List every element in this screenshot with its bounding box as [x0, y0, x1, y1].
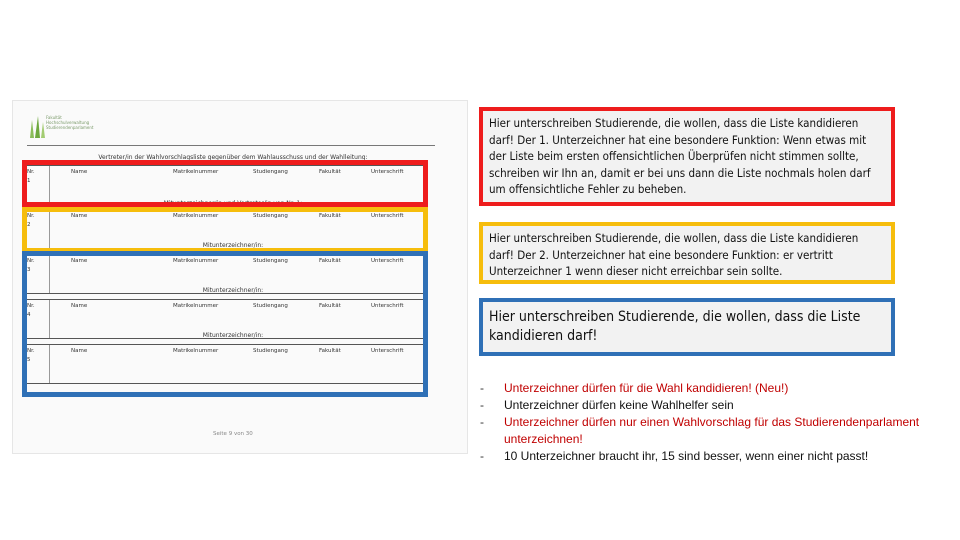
col-name: Name	[71, 169, 88, 175]
col-nr: Nr.	[27, 348, 35, 354]
col-matrikelnummer: Matrikelnummer	[173, 303, 219, 309]
bullet-dash: -	[480, 381, 484, 395]
col-unterschrift: Unterschrift	[371, 213, 404, 219]
col-studiengang: Studiengang	[253, 213, 288, 219]
col-unterschrift: Unterschrift	[371, 169, 404, 175]
highlight-frame-yellow	[22, 207, 428, 253]
bullet-dash: -	[480, 398, 484, 412]
rules-list	[478, 380, 958, 465]
logo-text: Fakultät Hochschulverwaltung Studierendenparlament	[46, 115, 94, 130]
col-studiengang: Studiengang	[253, 348, 288, 354]
section-title-5: Mitunterzeichner/in:	[202, 332, 264, 339]
highlight-frame-red	[22, 160, 428, 207]
section-title-1: Vertreter/in der Wahlvorschlagsliste gegenüber dem Wahlausschuss und der Wahlleitung:	[98, 154, 368, 161]
col-nr: Nr.	[27, 258, 35, 264]
col-studiengang: Studiengang	[253, 258, 288, 264]
col-studiengang: Studiengang	[253, 169, 288, 175]
list-item-text: Unterzeichner dürfen für die Wahl kandidieren! (Neu!)	[504, 381, 789, 395]
col-name: Name	[71, 258, 88, 264]
list-item-text: Unterzeichner dürfen nur einen Wahlvorschlag für das Studierendenparlament unterzeichnen!	[504, 415, 920, 446]
section-title-3: Mitunterzeichner/in:	[202, 242, 264, 249]
col-name: Name	[71, 303, 88, 309]
page-number: Seite 9 von 30	[213, 431, 253, 437]
col-matrikelnummer: Matrikelnummer	[173, 258, 219, 264]
col-fakultaet: Fakultät	[319, 213, 341, 219]
col-unterschrift: Unterschrift	[371, 303, 404, 309]
col-fakultaet: Fakultät	[319, 348, 341, 354]
row-number: 3	[27, 267, 31, 273]
col-matrikelnummer: Matrikelnummer	[173, 169, 219, 175]
callout-red: Hier unterschreiben Studierende, die wollen, dass die Liste kandidieren darf! Der 1. Unterzeichner hat eine besondere Funktion: Wenn etwas mit der Liste beim ersten offensichtlichen Überprüfen nicht stimmen sollte, schreiben wir Ihn an, damit er bei uns dann die Liste nochmals holen darf um offensichtliche Fehler zu beheben.	[479, 107, 895, 206]
list-item-text: 10 Unterzeichner braucht ihr, 15 sind besser, wenn einer nicht passt!	[504, 449, 869, 463]
col-studiengang: Studiengang	[253, 303, 288, 309]
col-name: Name	[71, 348, 88, 354]
callout-blue: Hier unterschreiben Studierende, die wollen, dass die Liste kandidieren darf!	[479, 298, 895, 356]
row-number: 5	[27, 357, 31, 363]
section-title-2: Mitunterzeichner/in und Vertreter/in von Nr. 1:	[163, 200, 303, 207]
list-item	[478, 380, 958, 397]
bullet-dash: -	[480, 449, 484, 463]
callout-yellow: Hier unterschreiben Studierende, die wollen, dass die Liste kandidieren darf! Der 2. Unterzeichner hat eine besondere Funktion: er vertritt Unterzeichner 1 wenn dieser nicht erreichbar sein sollte.	[479, 222, 895, 284]
col-nr: Nr.	[27, 303, 35, 309]
list-item-text: Unterzeichner dürfen keine Wahlhelfer sein	[504, 398, 734, 412]
highlight-frame-blue	[22, 251, 428, 397]
row-number: 2	[27, 222, 31, 228]
col-matrikelnummer: Matrikelnummer	[173, 348, 219, 354]
bullet-dash: -	[480, 415, 484, 429]
col-fakultaet: Fakultät	[319, 169, 341, 175]
list-item	[478, 414, 958, 448]
list-item	[478, 448, 958, 465]
row-number: 1	[27, 178, 31, 184]
col-fakultaet: Fakultät	[319, 258, 341, 264]
col-matrikelnummer: Matrikelnummer	[173, 213, 219, 219]
col-fakultaet: Fakultät	[319, 303, 341, 309]
header-rule	[27, 145, 435, 146]
col-unterschrift: Unterschrift	[371, 348, 404, 354]
col-nr: Nr.	[27, 169, 35, 175]
col-name: Name	[71, 213, 88, 219]
list-item	[478, 397, 958, 414]
section-title-4: Mitunterzeichner/in:	[202, 287, 264, 294]
row-number: 4	[27, 312, 31, 318]
col-nr: Nr.	[27, 213, 35, 219]
col-unterschrift: Unterschrift	[371, 258, 404, 264]
